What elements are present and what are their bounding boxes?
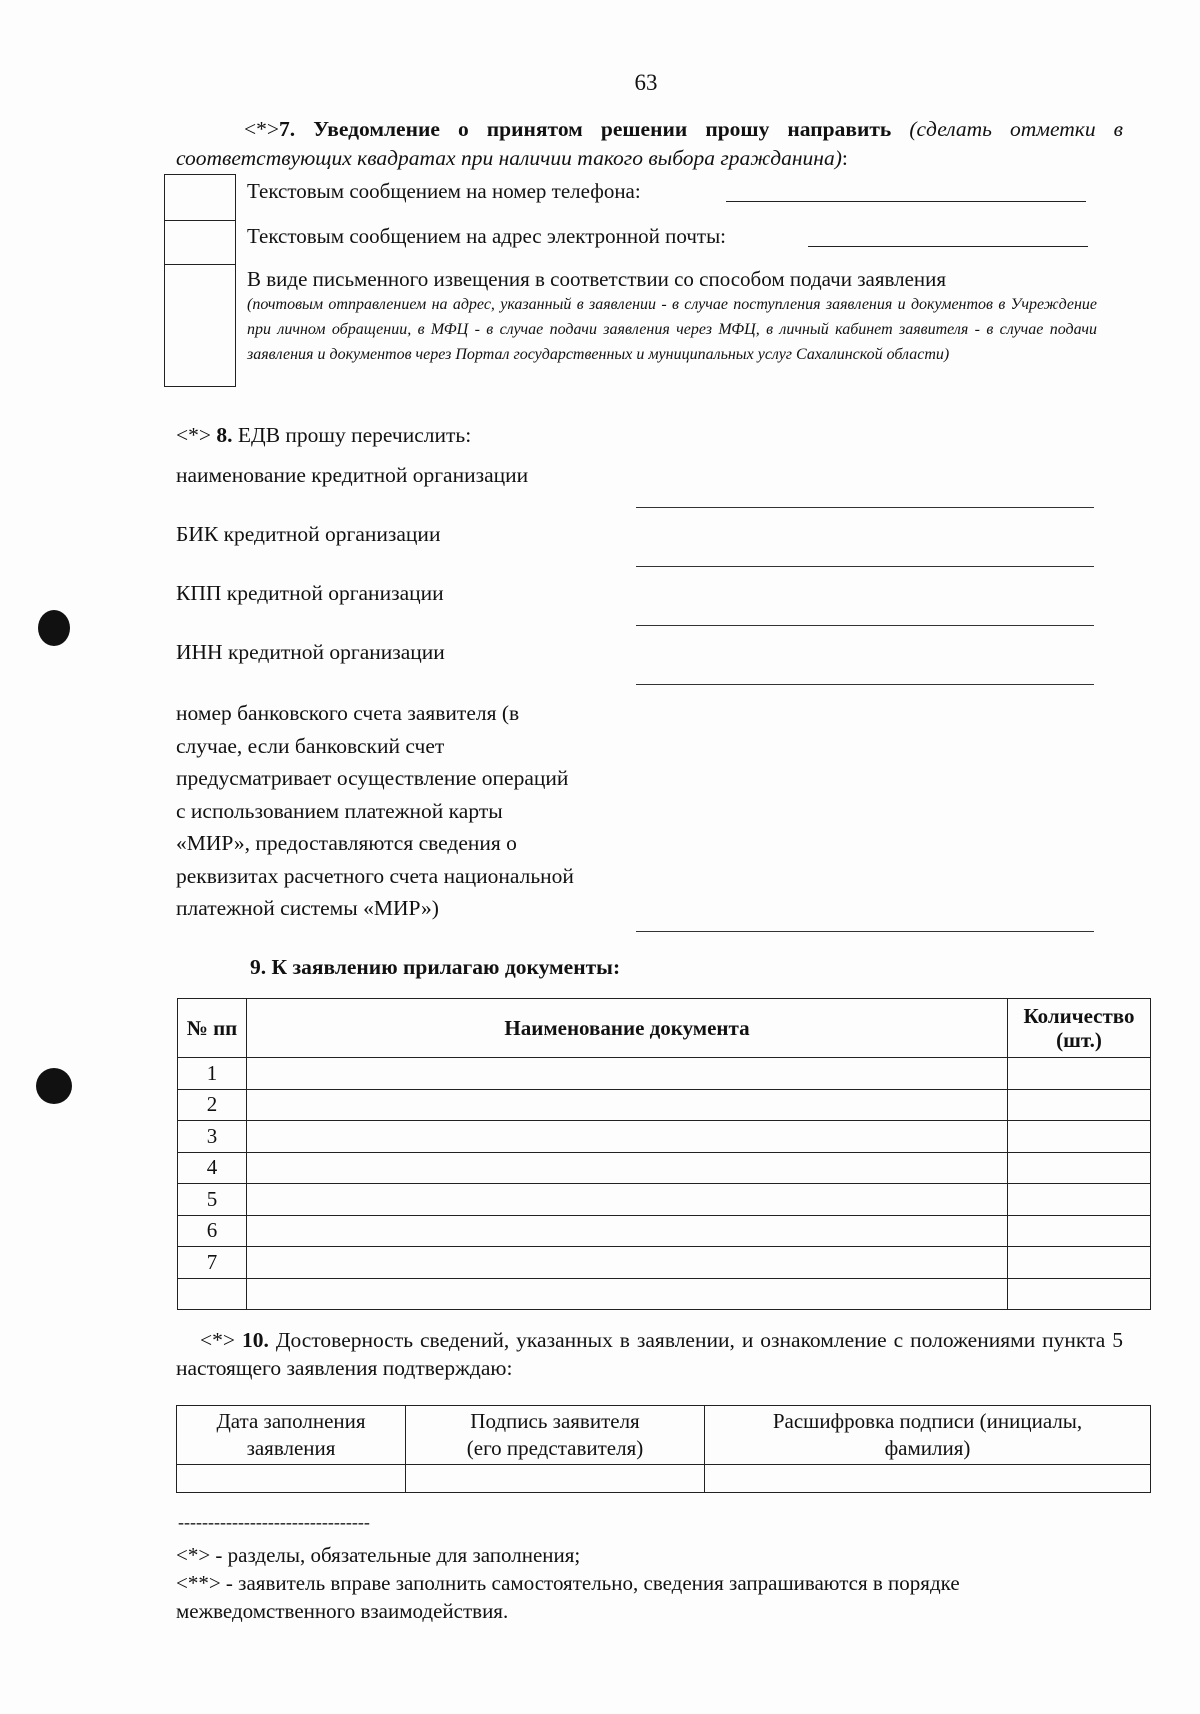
footnote-separator: -------------------------------- — [178, 1512, 370, 1532]
option-email-label: Текстовым сообщением на адрес электронной почты: — [247, 224, 727, 248]
account-label-line: предусматривает осуществление операций — [176, 766, 569, 790]
account-label-line: номер банковского счета заявителя (в — [176, 701, 520, 725]
section-8-number: 8. — [216, 423, 233, 447]
account-label-line: платежной системы «МИР») — [176, 896, 439, 920]
table-row — [178, 1058, 1151, 1090]
kpp-line[interactable] — [636, 625, 1094, 626]
document-qty-cell[interactable] — [1008, 1247, 1151, 1279]
document-name-cell[interactable] — [247, 1184, 1008, 1216]
table-row — [178, 1215, 1151, 1247]
decryption-cell[interactable] — [705, 1465, 1151, 1493]
document-qty-cell[interactable] — [1008, 1089, 1151, 1121]
inn-line[interactable] — [636, 684, 1094, 685]
signature-cell[interactable] — [406, 1465, 705, 1493]
page-number: 63 — [634, 70, 658, 95]
documents-table — [177, 998, 1151, 1310]
table-row — [178, 1184, 1151, 1216]
bik-line[interactable] — [636, 566, 1094, 567]
row-number: 1 — [178, 1058, 247, 1090]
account-label-line: с использованием платежной карты — [176, 798, 503, 823]
document-name-cell[interactable] — [247, 1089, 1008, 1121]
table-row — [178, 1121, 1151, 1153]
checkbox-email[interactable] — [164, 219, 236, 265]
section-8-title: ЕДВ прошу перечислить: — [237, 423, 472, 447]
header-qty-line2: (шт.) — [1056, 1028, 1102, 1052]
header-qty — [1008, 999, 1151, 1058]
section-7-heading — [176, 115, 1123, 173]
section-7-number: 7. — [279, 117, 296, 141]
document-name-cell[interactable] — [247, 1278, 1008, 1310]
header-qty-line1: Количество — [1023, 1004, 1135, 1028]
email-fill-line[interactable] — [808, 246, 1088, 247]
row-number — [178, 1278, 247, 1310]
document-qty-cell[interactable] — [1008, 1278, 1151, 1310]
section-10-number: 10. — [241, 1328, 269, 1352]
section-7-title: Уведомление о принятом решении прошу направить — [313, 117, 892, 141]
bik-label: БИК кредитной организации — [176, 522, 441, 546]
option-phone-label: Текстовым сообщением на номер телефона: — [247, 179, 641, 203]
document-name-cell[interactable] — [247, 1215, 1008, 1247]
checkbox-letter[interactable] — [164, 264, 236, 387]
header-num: № пп — [178, 999, 247, 1058]
section-10-statement: Достоверность сведений, указанных в заявлении, и ознакомление с положениями пункта 5 настоящего заявления подтверждаю: — [176, 1328, 1124, 1380]
table-row — [178, 1278, 1151, 1310]
document-name-cell[interactable] — [247, 1058, 1008, 1090]
phone-fill-line[interactable] — [726, 201, 1086, 202]
checkbox-phone[interactable] — [164, 174, 236, 221]
footnote-2: <**> - заявитель вправе заполнить самостоятельно, сведения запрашиваются в порядке межведомственного взаимодействия. — [176, 1571, 960, 1623]
signature-header-line2: (его представителя) — [466, 1436, 644, 1460]
row-number: 5 — [178, 1184, 247, 1216]
document-name-cell[interactable] — [247, 1247, 1008, 1279]
decryption-header-line1: Расшифровка подписи (инициалы, — [772, 1409, 1083, 1433]
document-qty-cell[interactable] — [1008, 1058, 1151, 1090]
bank-name-line[interactable] — [636, 507, 1094, 508]
section-8-marker: <*> — [176, 423, 212, 447]
signature-input-row — [177, 1465, 1151, 1493]
section-10-marker: <*> — [200, 1328, 236, 1352]
document-qty-cell[interactable] — [1008, 1121, 1151, 1153]
signature-header-line1: Подпись заявителя — [470, 1409, 640, 1433]
table-row — [178, 1089, 1151, 1121]
document-name-cell[interactable] — [247, 1121, 1008, 1153]
account-line[interactable] — [636, 931, 1094, 932]
table-row — [178, 1152, 1151, 1184]
document-qty-cell[interactable] — [1008, 1152, 1151, 1184]
account-label — [176, 697, 646, 925]
decryption-header-line2: фамилия) — [884, 1436, 971, 1460]
document-name-cell[interactable] — [247, 1152, 1008, 1184]
hole-punch-mark — [38, 610, 70, 646]
account-label-line: реквизитах расчетного счета национальной — [176, 863, 574, 888]
account-label-line: случае, если банковский счет — [176, 733, 445, 758]
bank-name-label: наименование кредитной организации — [176, 463, 529, 487]
table-row — [178, 1247, 1151, 1279]
row-number: 4 — [178, 1152, 247, 1184]
inn-label: ИНН кредитной организации — [176, 640, 445, 664]
decryption-header — [705, 1406, 1151, 1465]
account-label-line: «МИР», предоставляются сведения о — [176, 831, 517, 855]
hole-punch-mark — [36, 1068, 72, 1104]
option-letter — [247, 268, 1097, 366]
date-header — [177, 1406, 406, 1465]
header-name: Наименование документа — [247, 999, 1008, 1058]
section-10-text — [176, 1326, 1123, 1382]
signature-header — [406, 1406, 705, 1465]
footnote-1: <*> - разделы, обязательные для заполнения; — [176, 1543, 581, 1567]
date-header-line2: заявления — [246, 1436, 336, 1460]
signature-table — [176, 1405, 1151, 1493]
section-7-marker: <*> — [244, 117, 280, 141]
date-header-line1: Дата заполнения — [216, 1409, 366, 1433]
option-letter-note: (почтовым отправлением на адрес, указанный в заявлении - в случае поступления заявления и документов в Учреждение при личном обращении, в МФЦ - в случае подачи заявления через МФЦ, в личный кабинет заявителя - в случае подачи заявления и документов через Портал государственных и муниципальных услуг Сахалинской области) — [247, 296, 1097, 363]
row-number: 6 — [178, 1215, 247, 1247]
row-number: 3 — [178, 1121, 247, 1153]
table-header-row — [178, 999, 1151, 1058]
section-8-heading — [176, 419, 471, 451]
date-cell[interactable] — [177, 1465, 406, 1493]
row-number: 2 — [178, 1089, 247, 1121]
kpp-label: КПП кредитной организации — [176, 581, 444, 605]
section-7-hint: (сделать отметки в соответствующих квадратах при наличии такого выбора гражданина) — [176, 117, 1123, 170]
section-9-title: 9. К заявлению прилагаю документы: — [250, 955, 621, 979]
signature-header-row — [177, 1406, 1151, 1465]
document-qty-cell[interactable] — [1008, 1215, 1151, 1247]
option-letter-label: В виде письменного извещения в соответствии со способом подачи заявления — [247, 267, 947, 291]
row-number: 7 — [178, 1247, 247, 1279]
document-qty-cell[interactable] — [1008, 1184, 1151, 1216]
section-7-colon: : — [841, 146, 848, 170]
